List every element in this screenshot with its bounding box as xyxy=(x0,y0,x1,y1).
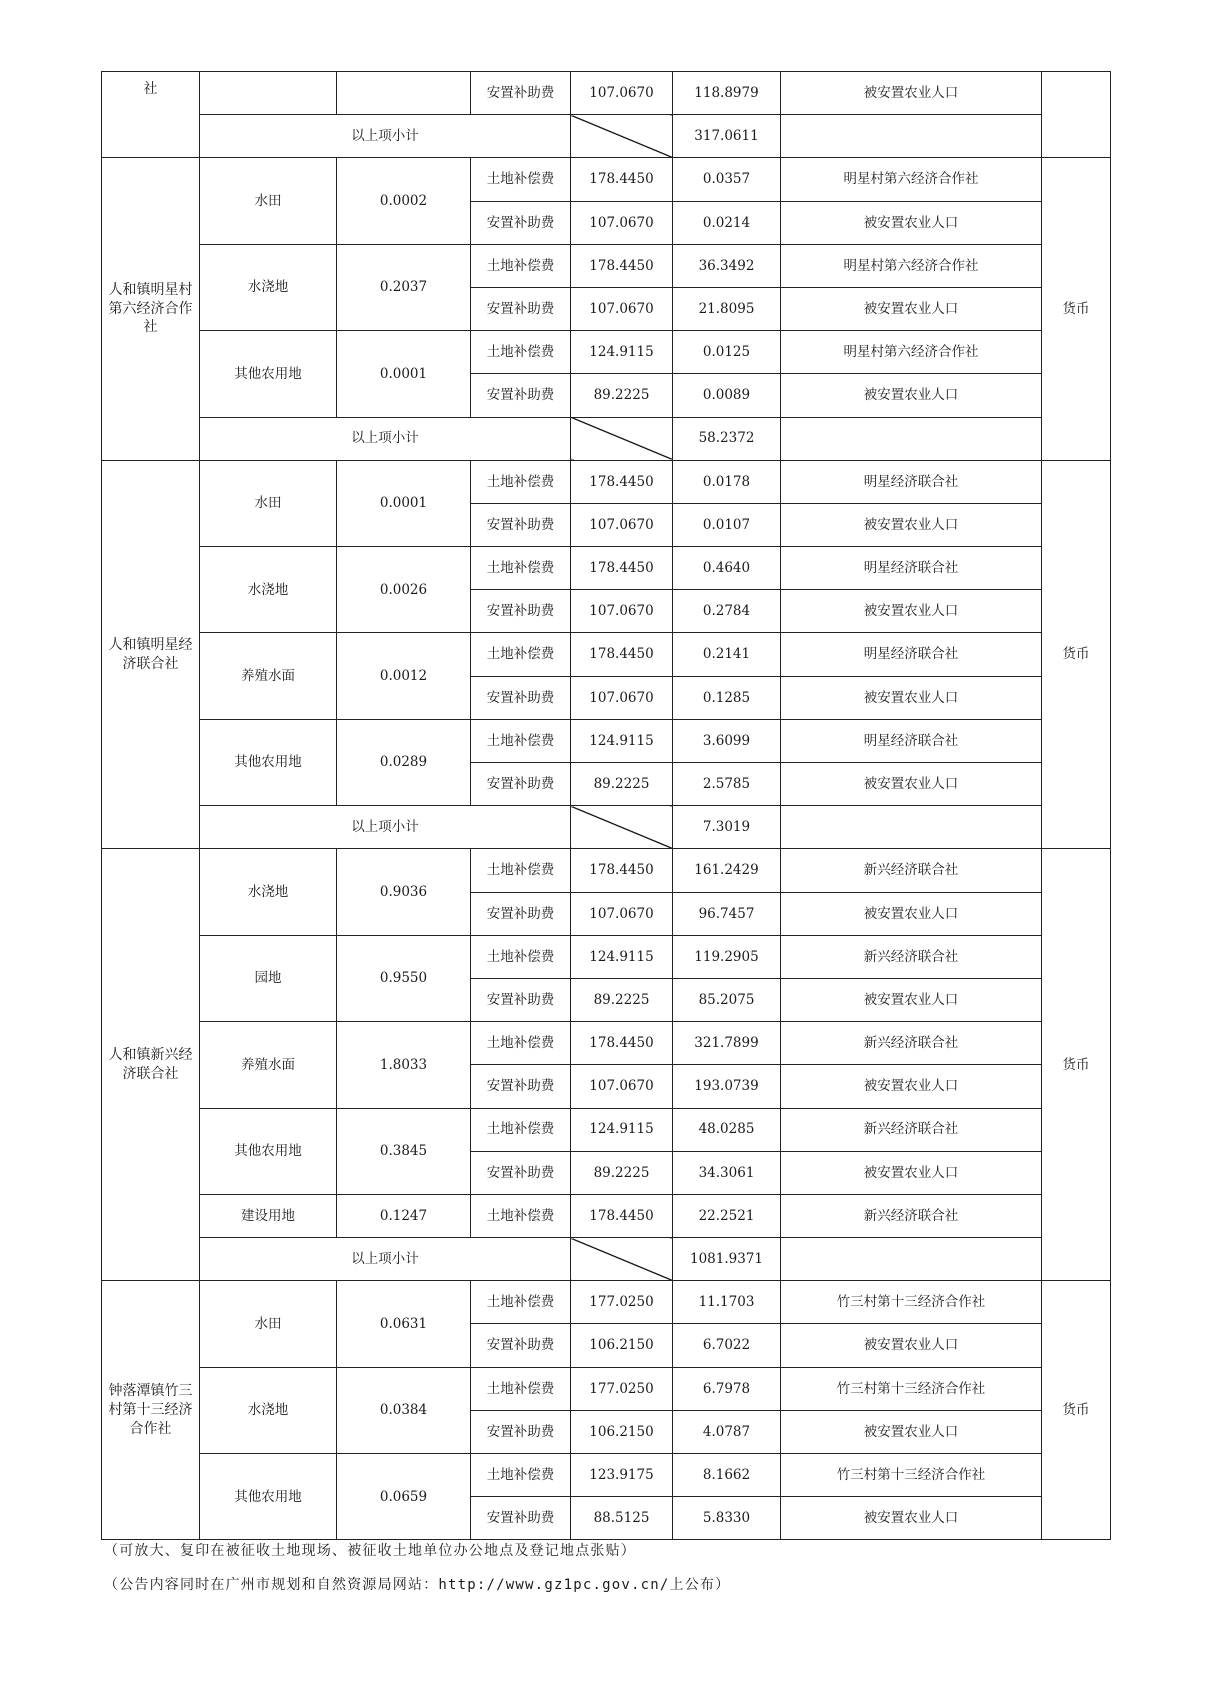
land-area: 0.9036 xyxy=(337,849,471,935)
recipient: 竹三村第十三经济合作社 xyxy=(781,1454,1042,1497)
fee-item: 安置补助费 xyxy=(471,1151,571,1194)
fee-item: 安置补助费 xyxy=(471,1065,571,1108)
subtotal-diagonal xyxy=(571,806,673,849)
amount-value: 0.4640 xyxy=(673,547,781,590)
amount-value: 119.2905 xyxy=(673,935,781,978)
compensation-table xyxy=(101,71,1111,1540)
table-row xyxy=(102,158,1111,201)
amount-value: 6.7978 xyxy=(673,1367,781,1410)
recipient: 明星经济联合社 xyxy=(781,460,1042,503)
recipient: 被安置农业人口 xyxy=(781,676,1042,719)
standard-value: 178.4450 xyxy=(571,158,673,201)
standard-value: 178.4450 xyxy=(571,849,673,892)
recipient: 被安置农业人口 xyxy=(781,72,1042,115)
recipient: 竹三村第十三经济合作社 xyxy=(781,1281,1042,1324)
table-row xyxy=(102,849,1111,892)
fee-item: 安置补助费 xyxy=(471,892,571,935)
amount-value: 48.0285 xyxy=(673,1108,781,1151)
land-type: 其他农用地 xyxy=(200,1454,337,1540)
table-row xyxy=(102,460,1111,503)
recipient: 被安置农业人口 xyxy=(781,1410,1042,1453)
standard-value: 106.2150 xyxy=(571,1324,673,1367)
fee-item: 安置补助费 xyxy=(471,1410,571,1453)
method-blank xyxy=(1042,72,1111,158)
land-type: 水田 xyxy=(200,158,337,244)
standard-value: 178.4450 xyxy=(571,1022,673,1065)
fee-item: 土地补偿费 xyxy=(471,849,571,892)
land-type: 养殖水面 xyxy=(200,633,337,719)
standard-value: 88.5125 xyxy=(571,1497,673,1540)
payment-method: 货币 xyxy=(1042,1281,1111,1540)
amount-value: 11.1703 xyxy=(673,1281,781,1324)
land-type: 水浇地 xyxy=(200,1367,337,1453)
subtotal-row xyxy=(102,115,1111,158)
land-area: 0.0384 xyxy=(337,1367,471,1453)
fee-item: 土地补偿费 xyxy=(471,1108,571,1151)
unit-name: 人和镇明星村第六经济合作社 xyxy=(102,158,200,460)
standard-value: 124.9115 xyxy=(571,331,673,374)
subtotal-amount: 7.3019 xyxy=(673,806,781,849)
recipient: 被安置农业人口 xyxy=(781,978,1042,1021)
land-area: 0.0001 xyxy=(337,331,471,417)
table-row xyxy=(102,935,1111,978)
standard-value: 107.0670 xyxy=(571,676,673,719)
land-area: 0.0631 xyxy=(337,1281,471,1367)
unit-name: 人和镇明星经济联合社 xyxy=(102,460,200,849)
table-row xyxy=(102,72,1111,115)
recipient: 被安置农业人口 xyxy=(781,503,1042,546)
unit-name: 社 xyxy=(102,72,200,158)
amount-value: 4.0787 xyxy=(673,1410,781,1453)
fee-item: 土地补偿费 xyxy=(471,1022,571,1065)
recipient: 被安置农业人口 xyxy=(781,287,1042,330)
recipient: 明星经济联合社 xyxy=(781,719,1042,762)
recipient: 明星村第六经济合作社 xyxy=(781,331,1042,374)
standard-value: 89.2225 xyxy=(571,1151,673,1194)
standard-value: 89.2225 xyxy=(571,763,673,806)
land-type: 园地 xyxy=(200,935,337,1021)
subtotal-diagonal xyxy=(571,1238,673,1281)
land-area: 0.3845 xyxy=(337,1108,471,1194)
fee-item: 土地补偿费 xyxy=(471,633,571,676)
subtotal-amount: 317.0611 xyxy=(673,115,781,158)
fee-item: 安置补助费 xyxy=(471,1324,571,1367)
subtotal-amount: 58.2372 xyxy=(673,417,781,460)
recipient: 新兴经济联合社 xyxy=(781,1022,1042,1065)
posting-note: （可放大、复印在被征收土地现场、被征收土地单位办公地点及登记地点张贴） xyxy=(104,1543,636,1559)
fee-item: 土地补偿费 xyxy=(471,547,571,590)
standard-value: 107.0670 xyxy=(571,72,673,115)
standard-value: 178.4450 xyxy=(571,460,673,503)
recipient: 被安置农业人口 xyxy=(781,892,1042,935)
recipient: 被安置农业人口 xyxy=(781,590,1042,633)
subtotal-label: 以上项小计 xyxy=(200,1238,571,1281)
land-type: 其他农用地 xyxy=(200,1108,337,1194)
amount-value: 96.7457 xyxy=(673,892,781,935)
amount-value: 0.2784 xyxy=(673,590,781,633)
fee-item: 土地补偿费 xyxy=(471,331,571,374)
standard-value: 89.2225 xyxy=(571,374,673,417)
recipient: 被安置农业人口 xyxy=(781,1497,1042,1540)
table-row xyxy=(102,547,1111,590)
amount-value: 22.2521 xyxy=(673,1194,781,1237)
amount-value: 85.2075 xyxy=(673,978,781,1021)
subtotal-blank xyxy=(781,806,1042,849)
recipient: 被安置农业人口 xyxy=(781,763,1042,806)
subtotal-blank xyxy=(781,115,1042,158)
land-type: 水田 xyxy=(200,460,337,546)
amount-value: 161.2429 xyxy=(673,849,781,892)
amount-value: 0.0089 xyxy=(673,374,781,417)
land-area: 0.0659 xyxy=(337,1454,471,1540)
subtotal-label: 以上项小计 xyxy=(200,115,571,158)
fee-item: 土地补偿费 xyxy=(471,158,571,201)
land-type: 其他农用地 xyxy=(200,719,337,805)
land-type: 养殖水面 xyxy=(200,1022,337,1108)
standard-value: 178.4450 xyxy=(571,244,673,287)
recipient: 被安置农业人口 xyxy=(781,374,1042,417)
payment-method: 货币 xyxy=(1042,158,1111,460)
standard-value: 178.4450 xyxy=(571,1194,673,1237)
land-type-blank xyxy=(200,72,337,115)
amount-value: 34.3061 xyxy=(673,1151,781,1194)
recipient: 明星经济联合社 xyxy=(781,547,1042,590)
land-type: 水浇地 xyxy=(200,244,337,330)
fee-item: 安置补助费 xyxy=(471,978,571,1021)
recipient: 新兴经济联合社 xyxy=(781,1108,1042,1151)
amount-value: 6.7022 xyxy=(673,1324,781,1367)
table-row xyxy=(102,1194,1111,1237)
standard-value: 178.4450 xyxy=(571,633,673,676)
amount-value: 0.2141 xyxy=(673,633,781,676)
amount-value: 5.8330 xyxy=(673,1497,781,1540)
fee-item: 土地补偿费 xyxy=(471,1454,571,1497)
website-note: （公告内容同时在广州市规划和自然资源局网站：http://www.gz1pc.gov.cn/上公布） xyxy=(104,1577,731,1593)
standard-value: 107.0670 xyxy=(571,892,673,935)
fee-item: 土地补偿费 xyxy=(471,1281,571,1324)
unit-name: 人和镇新兴经济联合社 xyxy=(102,849,200,1281)
area-blank xyxy=(337,72,471,115)
amount-value: 2.5785 xyxy=(673,763,781,806)
subtotal-row xyxy=(102,806,1111,849)
land-area: 0.0289 xyxy=(337,719,471,805)
amount-value: 118.8979 xyxy=(673,72,781,115)
recipient: 明星经济联合社 xyxy=(781,633,1042,676)
land-area: 0.1247 xyxy=(337,1194,471,1237)
recipient: 明星村第六经济合作社 xyxy=(781,158,1042,201)
land-area: 1.8033 xyxy=(337,1022,471,1108)
fee-item: 土地补偿费 xyxy=(471,719,571,762)
recipient: 明星村第六经济合作社 xyxy=(781,244,1042,287)
standard-value: 124.9115 xyxy=(571,1108,673,1151)
land-area: 0.2037 xyxy=(337,244,471,330)
standard-value: 107.0670 xyxy=(571,201,673,244)
land-area: 0.0001 xyxy=(337,460,471,546)
table-row xyxy=(102,1108,1111,1151)
standard-value: 107.0670 xyxy=(571,287,673,330)
fee-item: 安置补助费 xyxy=(471,590,571,633)
fee-item: 安置补助费 xyxy=(471,201,571,244)
land-type: 水浇地 xyxy=(200,547,337,633)
standard-value: 107.0670 xyxy=(571,503,673,546)
amount-value: 36.3492 xyxy=(673,244,781,287)
table-row xyxy=(102,331,1111,374)
fee-item: 土地补偿费 xyxy=(471,244,571,287)
recipient: 新兴经济联合社 xyxy=(781,849,1042,892)
amount-value: 321.7899 xyxy=(673,1022,781,1065)
standard-value: 124.9115 xyxy=(571,935,673,978)
fee-item: 土地补偿费 xyxy=(471,1367,571,1410)
fee-item: 土地补偿费 xyxy=(471,460,571,503)
subtotal-row xyxy=(102,417,1111,460)
standard-value: 177.0250 xyxy=(571,1281,673,1324)
payment-method: 货币 xyxy=(1042,849,1111,1281)
fee-item: 安置补助费 xyxy=(471,1497,571,1540)
land-type: 建设用地 xyxy=(200,1194,337,1237)
fee-item: 安置补助费 xyxy=(471,374,571,417)
standard-value: 106.2150 xyxy=(571,1410,673,1453)
recipient: 新兴经济联合社 xyxy=(781,935,1042,978)
land-area: 0.0012 xyxy=(337,633,471,719)
amount-value: 0.0107 xyxy=(673,503,781,546)
amount-value: 0.0125 xyxy=(673,331,781,374)
land-area: 0.9550 xyxy=(337,935,471,1021)
amount-value: 3.6099 xyxy=(673,719,781,762)
subtotal-blank xyxy=(781,417,1042,460)
table-row xyxy=(102,1367,1111,1410)
subtotal-label: 以上项小计 xyxy=(200,417,571,460)
fee-item: 安置补助费 xyxy=(471,287,571,330)
fee-item: 安置补助费 xyxy=(471,676,571,719)
standard-value: 124.9115 xyxy=(571,719,673,762)
amount-value: 21.8095 xyxy=(673,287,781,330)
standard-value: 107.0670 xyxy=(571,1065,673,1108)
fee-item: 安置补助费 xyxy=(471,72,571,115)
recipient: 被安置农业人口 xyxy=(781,1065,1042,1108)
table-row xyxy=(102,244,1111,287)
land-area: 0.0002 xyxy=(337,158,471,244)
fee-item: 土地补偿费 xyxy=(471,935,571,978)
amount-value: 0.0214 xyxy=(673,201,781,244)
subtotal-diagonal xyxy=(571,417,673,460)
payment-method: 货币 xyxy=(1042,460,1111,849)
standard-value: 89.2225 xyxy=(571,978,673,1021)
subtotal-label: 以上项小计 xyxy=(200,806,571,849)
subtotal-row xyxy=(102,1238,1111,1281)
amount-value: 0.0357 xyxy=(673,158,781,201)
land-type: 水浇地 xyxy=(200,849,337,935)
table-row xyxy=(102,719,1111,762)
recipient: 被安置农业人口 xyxy=(781,1324,1042,1367)
amount-value: 8.1662 xyxy=(673,1454,781,1497)
standard-value: 123.9175 xyxy=(571,1454,673,1497)
amount-value: 0.0178 xyxy=(673,460,781,503)
fee-item: 土地补偿费 xyxy=(471,1194,571,1237)
amount-value: 0.1285 xyxy=(673,676,781,719)
recipient: 新兴经济联合社 xyxy=(781,1194,1042,1237)
subtotal-diagonal xyxy=(571,115,673,158)
land-type: 其他农用地 xyxy=(200,331,337,417)
fee-item: 安置补助费 xyxy=(471,503,571,546)
standard-value: 178.4450 xyxy=(571,547,673,590)
subtotal-blank xyxy=(781,1238,1042,1281)
amount-value: 193.0739 xyxy=(673,1065,781,1108)
land-type: 水田 xyxy=(200,1281,337,1367)
land-area: 0.0026 xyxy=(337,547,471,633)
standard-value: 177.0250 xyxy=(571,1367,673,1410)
recipient: 被安置农业人口 xyxy=(781,201,1042,244)
standard-value: 107.0670 xyxy=(571,590,673,633)
unit-name: 钟落潭镇竹三村第十三经济合作社 xyxy=(102,1281,200,1540)
table-row xyxy=(102,1022,1111,1065)
fee-item: 安置补助费 xyxy=(471,763,571,806)
recipient: 被安置农业人口 xyxy=(781,1151,1042,1194)
recipient: 竹三村第十三经济合作社 xyxy=(781,1367,1042,1410)
table-row xyxy=(102,1454,1111,1497)
table-row xyxy=(102,633,1111,676)
subtotal-amount: 1081.9371 xyxy=(673,1238,781,1281)
table-row xyxy=(102,1281,1111,1324)
